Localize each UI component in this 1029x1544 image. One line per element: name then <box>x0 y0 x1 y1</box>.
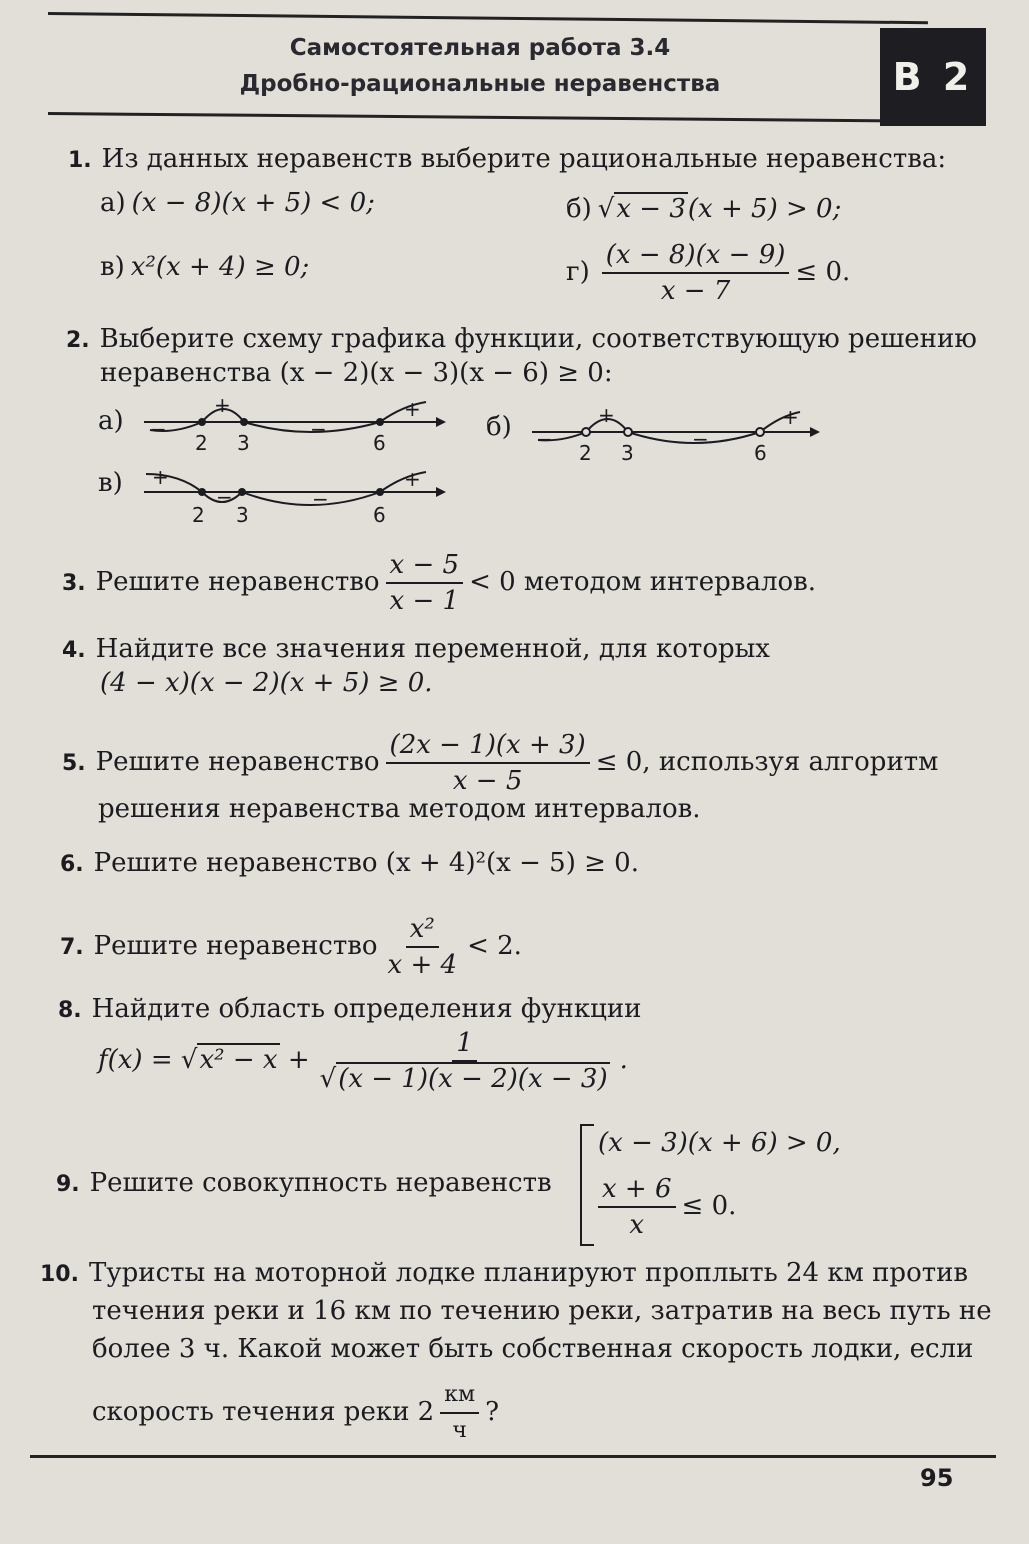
task-10-number: 10. <box>40 1262 79 1287</box>
point-6 <box>376 488 384 496</box>
task-10-line4-post: ? <box>485 1397 500 1427</box>
sign-plus-1: + <box>214 393 231 417</box>
task-7-statement <box>60 912 522 982</box>
task-7-pre: Решите неравенство <box>93 931 378 961</box>
sign-minus-1: − <box>216 485 233 509</box>
task-2-line1: Выберите схему графика функции, соответствующую решению <box>99 324 977 354</box>
task-9-ineq2-numerator: x + 6 <box>598 1172 676 1208</box>
task-5-denominator: x − 5 <box>452 766 523 796</box>
task-5-post: ≤ 0, используя алгоритм <box>595 747 939 777</box>
task-1-v-expr: x²(x + 4) ≥ 0; <box>130 252 310 282</box>
label-6: 6 <box>373 431 386 455</box>
sign-minus-1: − <box>150 417 167 441</box>
task-8-f-pre: f(x) = <box>98 1045 173 1075</box>
task-1-g-label: г) <box>566 257 590 287</box>
task-7-number: 7. <box>60 935 84 960</box>
task-3-statement <box>62 548 816 618</box>
header-top-rule <box>48 12 928 24</box>
label-2: 2 <box>192 503 205 527</box>
task-3-post: < 0 методом интервалов. <box>469 567 817 597</box>
label-3: 3 <box>621 441 634 465</box>
task-4-statement-line1 <box>62 632 770 668</box>
point-3 <box>240 418 248 426</box>
task-10-line4 <box>92 1378 499 1448</box>
task-9-ineq2-fraction <box>598 1172 676 1242</box>
task-5-pre: Решите неравенство <box>95 747 380 777</box>
axis-arrow <box>436 487 446 497</box>
task-2-number: 2. <box>66 328 90 353</box>
task-1-option-b: б) √x − 3(x + 5) > 0; <box>566 194 842 224</box>
task-10-unit <box>440 1378 479 1448</box>
task-6-text: Решите неравенство (x + 4)²(x − 5) ≥ 0. <box>93 848 639 878</box>
task-2-diagram-a <box>140 393 440 460</box>
task-10-line3: более 3 ч. Какой может быть собственная скорость лодки, если <box>92 1334 974 1364</box>
point-2 <box>198 418 206 426</box>
task-1-a-expr: (x − 8)(x + 5) < 0; <box>131 188 375 218</box>
point-2 <box>582 428 590 436</box>
task-2-diagram-b <box>528 402 818 466</box>
task-9-text: Решите совокупность неравенств <box>89 1168 552 1198</box>
task-8-fraction: $\frac{1}{√(x - 1)(x - 2)(x - 3)}$ <box>319 1028 608 1094</box>
sign-minus-1: − <box>536 427 553 451</box>
point-2 <box>198 488 206 496</box>
variant-badge: В 2 <box>880 28 986 126</box>
task-1-a-label: а) <box>100 188 126 218</box>
task-2-v-label: в) <box>98 468 123 498</box>
task-1-b-label: б) <box>566 194 592 224</box>
point-6 <box>756 428 764 436</box>
header-bottom-rule <box>48 112 928 123</box>
task-6-statement <box>60 846 639 882</box>
sign-minus-2: − <box>310 417 327 441</box>
label-3: 3 <box>237 431 250 455</box>
axis-arrow <box>810 427 820 437</box>
sign-curve <box>150 402 426 432</box>
task-2-b-label: б) <box>486 412 512 442</box>
task-10-statement-line1 <box>40 1256 968 1292</box>
task-5-line2: решения неравенства методом интервалов. <box>98 794 701 824</box>
point-3 <box>624 428 632 436</box>
task-5-number: 5. <box>62 751 86 776</box>
task-2-line2: неравенства (x − 2)(x − 3)(x − 6) ≥ 0: <box>100 358 613 388</box>
header-title-line2: Дробно-рациональные неравенства <box>239 71 721 97</box>
task-1-option-g <box>566 238 850 308</box>
task-1-option-v <box>100 250 309 284</box>
footer-rule <box>30 1455 996 1458</box>
task-1-g-rest: ≤ 0. <box>795 257 851 287</box>
point-6 <box>376 418 384 426</box>
task-9-ineq2 <box>592 1172 736 1242</box>
label-2: 2 <box>195 431 208 455</box>
task-9-number: 9. <box>56 1172 80 1197</box>
header-title <box>200 30 760 102</box>
task-10-unit-num: км <box>440 1378 479 1414</box>
task-3-numerator: x − 5 <box>386 548 464 584</box>
page-number: 95 <box>920 1464 954 1492</box>
sign-minus-2: − <box>692 427 709 451</box>
label-2: 2 <box>579 441 592 465</box>
task-3-denominator: x − 1 <box>389 586 460 616</box>
sign-plus-1: + <box>152 465 169 489</box>
task-2-diagram-v <box>140 462 440 528</box>
task-8-line1: Найдите область определения функции <box>91 994 642 1024</box>
task-1-text: Из данных неравенств выберите рациональные неравенства: <box>101 144 947 174</box>
task-1-number: 1. <box>68 148 92 173</box>
task-7-fraction <box>384 912 462 982</box>
task-8-numerator: 1 <box>452 1026 477 1062</box>
task-8-function: f(x) = √x² − x + $\frac{1}{√(x - 1)(x - 2)(x - 3)}$ . <box>98 1028 628 1094</box>
task-8-f-end: . <box>619 1045 628 1075</box>
label-6: 6 <box>373 503 386 527</box>
task-10-unit-den: ч <box>452 1418 467 1443</box>
task-8-f-sqrt: x² − x <box>199 1045 278 1075</box>
task-8-denominator: (x − 1)(x − 2)(x − 3) <box>338 1064 608 1094</box>
axis-arrow <box>436 417 446 427</box>
task-7-post: < 2. <box>467 931 522 961</box>
task-1-b-rest: (x + 5) > 0; <box>687 194 842 224</box>
task-8-statement-line1 <box>58 992 641 1028</box>
task-1-option-a <box>100 186 375 220</box>
task-9-ineq1: (x − 3)(x + 6) > 0, <box>598 1128 841 1158</box>
task-9-statement <box>56 1166 552 1202</box>
task-5-statement <box>62 728 938 798</box>
task-4-line1: Найдите все значения переменной, для которых <box>95 634 770 664</box>
sign-plus-2: + <box>404 467 421 491</box>
task-10-line1: Туристы на моторной лодке планируют проплыть 24 км против <box>88 1258 969 1288</box>
task-1-b-sqrt: x − 3 <box>616 194 686 224</box>
task-10-line2: течения реки и 16 км по течению реки, затратив на весь путь не <box>92 1296 992 1326</box>
task-8-f-plus: + <box>287 1045 310 1075</box>
task-1-g-fraction <box>602 238 790 308</box>
task-7-numerator: x² <box>406 912 439 948</box>
task-4-line2: (4 − x)(x − 2)(x + 5) ≥ 0. <box>100 668 433 698</box>
sign-plus-2: + <box>404 397 421 421</box>
task-7-denominator: x + 4 <box>387 950 458 980</box>
task-9-ineq2-denominator: x <box>629 1210 645 1240</box>
task-5-fraction <box>386 728 590 798</box>
label-3: 3 <box>236 503 249 527</box>
task-6-number: 6. <box>60 852 84 877</box>
task-4-number: 4. <box>62 638 86 663</box>
sign-curve <box>146 472 426 505</box>
task-1-statement <box>68 142 946 178</box>
task-9-ineq2-rest: ≤ 0. <box>681 1191 737 1221</box>
task-2-a-label: а) <box>98 406 124 436</box>
task-1-g-denominator: x − 7 <box>660 276 731 306</box>
sign-minus-2: − <box>312 487 329 511</box>
label-6: 6 <box>754 441 767 465</box>
task-5-numerator: (2x − 1)(x + 3) <box>386 728 590 764</box>
task-1-g-numerator: (x − 8)(x − 9) <box>602 238 790 274</box>
sign-plus-1: + <box>598 403 615 427</box>
task-3-fraction <box>386 548 464 618</box>
task-3-pre: Решите неравенство <box>95 567 380 597</box>
task-2-statement-line1 <box>66 322 977 358</box>
header-title-line1: Самостоятельная работа 3.4 <box>289 35 671 61</box>
sign-plus-2: + <box>782 405 799 429</box>
task-10-line4-pre: скорость течения реки 2 <box>92 1397 435 1427</box>
task-3-number: 3. <box>62 571 86 596</box>
task-8-number: 8. <box>58 998 82 1023</box>
point-3 <box>238 488 246 496</box>
task-1-v-label: в) <box>100 252 125 282</box>
